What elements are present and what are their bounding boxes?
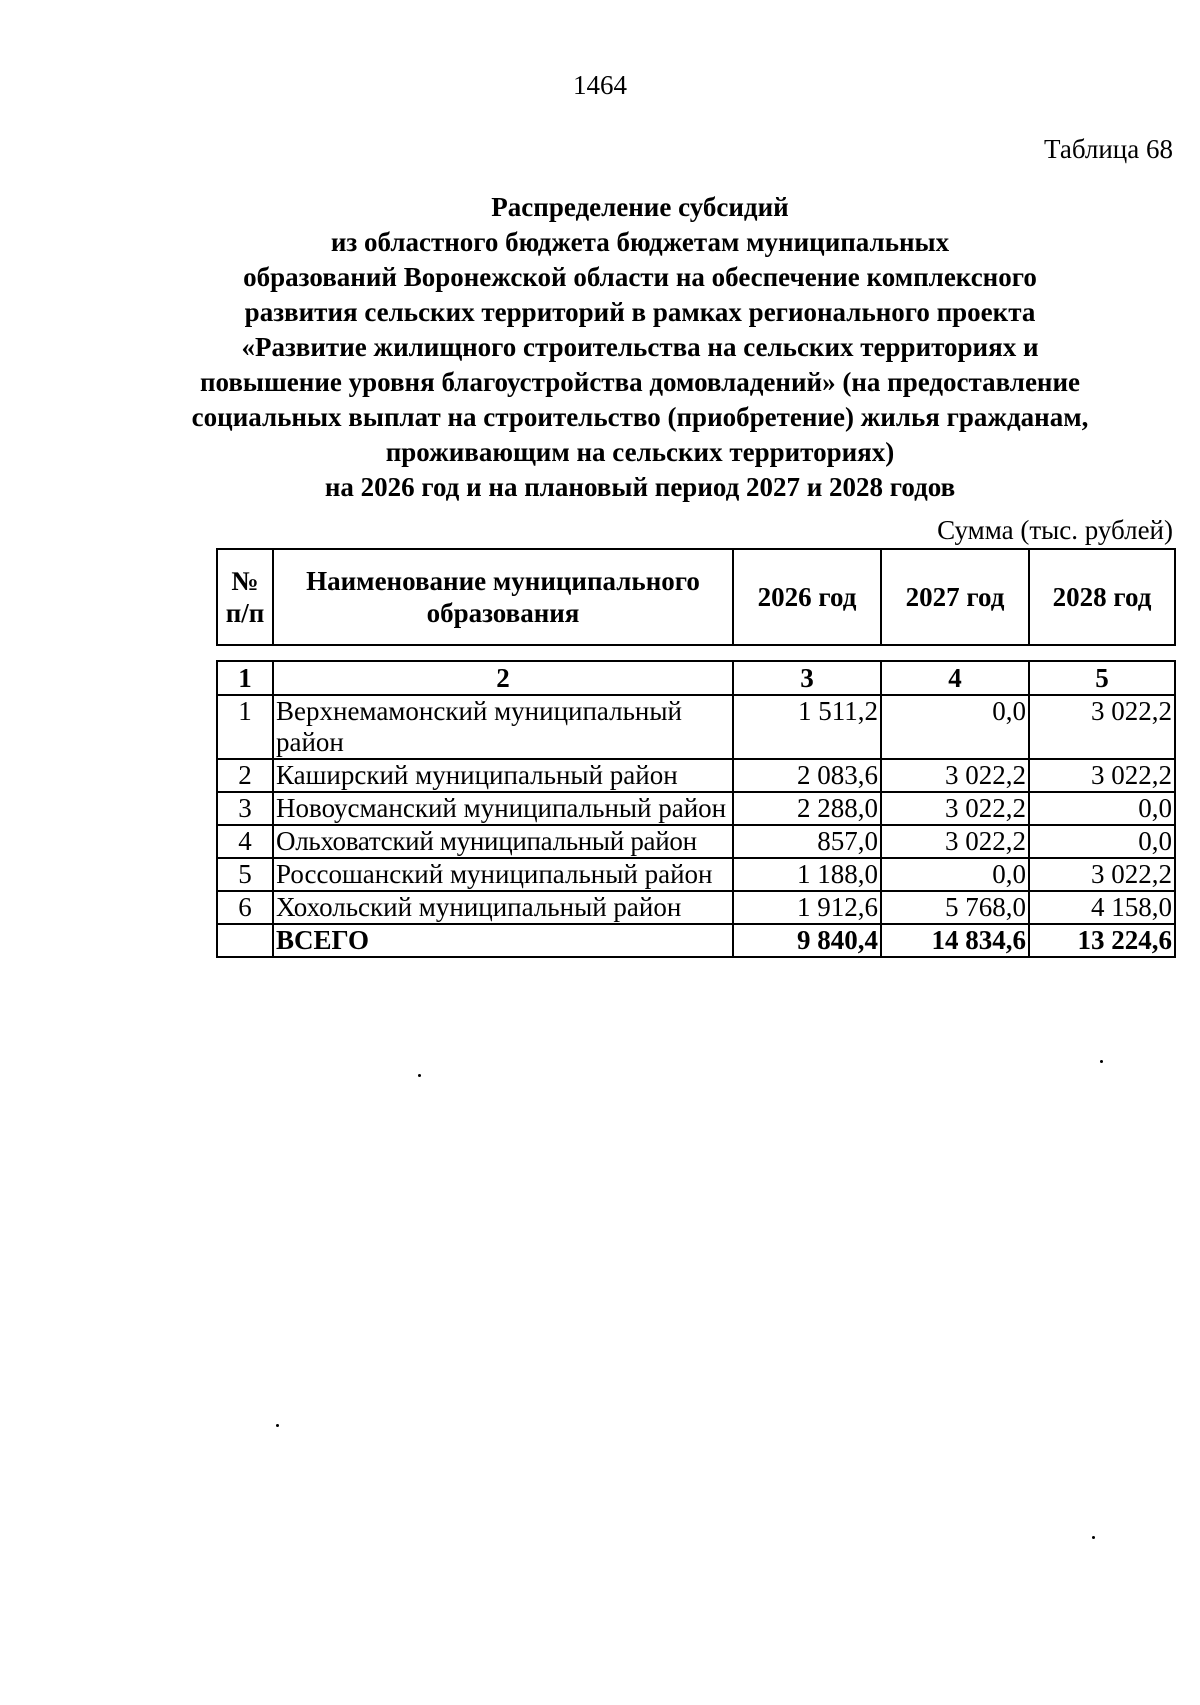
- row-number: 5: [217, 858, 273, 891]
- value-2026: 857,0: [733, 825, 881, 858]
- header-2026: 2026 год: [733, 549, 881, 645]
- table-row: [217, 891, 1175, 924]
- table-row: [217, 695, 1175, 759]
- value-2026: 1 511,2: [733, 695, 881, 759]
- speck: [1092, 1536, 1095, 1539]
- column-number: 5: [1029, 661, 1175, 695]
- value-2028: 3 022,2: [1029, 695, 1175, 759]
- municipality-name: Новоусманский муниципальный район: [273, 792, 733, 825]
- value-2027: 3 022,2: [881, 792, 1029, 825]
- row-number: 1: [217, 695, 273, 759]
- value-2027: 5 768,0: [881, 891, 1029, 924]
- value-2026: 2 083,6: [733, 759, 881, 792]
- column-numbers-row: [217, 661, 1175, 695]
- title-line: социальных выплат на строительство (приобретение) жилья гражданам,: [191, 402, 1089, 432]
- value-2026: 2 288,0: [733, 792, 881, 825]
- title-line: из областного бюджета бюджетам муниципальных: [330, 227, 950, 257]
- column-number: 3: [733, 661, 881, 695]
- row-number: 4: [217, 825, 273, 858]
- title-line: развития сельских территорий в рамках регионального проекта: [244, 297, 1036, 327]
- table-row: [217, 792, 1175, 825]
- table-row: [217, 825, 1175, 858]
- value-2026: 1 188,0: [733, 858, 881, 891]
- table-reference: Таблица 68: [1044, 134, 1173, 164]
- header-2028: 2028 год: [1029, 549, 1175, 645]
- value-2027: 3 022,2: [881, 759, 1029, 792]
- subsidy-table: [216, 660, 1176, 958]
- column-number: 2: [273, 661, 733, 695]
- value-2028: 0,0: [1029, 825, 1175, 858]
- municipality-name: Россошанский муниципальный район: [273, 858, 733, 891]
- title-line: Распределение субсидий: [491, 192, 789, 222]
- value-2027: 0,0: [881, 695, 1029, 759]
- value-2028: 3 022,2: [1029, 759, 1175, 792]
- table-row: [217, 858, 1175, 891]
- total-2026: 9 840,4: [733, 924, 881, 957]
- speck: [276, 1424, 279, 1427]
- row-number: 3: [217, 792, 273, 825]
- units-caption: Сумма (тыс. рублей): [937, 515, 1173, 545]
- value-2027: 0,0: [881, 858, 1029, 891]
- title-line: «Развитие жилищного строительства на сельских территориях и: [241, 332, 1039, 362]
- total-label: ВСЕГО: [273, 924, 733, 957]
- row-number: 6: [217, 891, 273, 924]
- document-title: [150, 190, 1130, 505]
- municipality-name: Ольховатский муниципальный район: [273, 825, 733, 858]
- value-2028: 0,0: [1029, 792, 1175, 825]
- value-2027: 3 022,2: [881, 825, 1029, 858]
- value-2028: 3 022,2: [1029, 858, 1175, 891]
- header-2027: 2027 год: [881, 549, 1029, 645]
- municipality-name: Каширский муниципальный район: [273, 759, 733, 792]
- total-row: [217, 924, 1175, 957]
- total-2027: 14 834,6: [881, 924, 1029, 957]
- row-number: 2: [217, 759, 273, 792]
- column-number: 1: [217, 661, 273, 695]
- title-line: проживающим на сельских территориях): [385, 437, 895, 467]
- municipality-name: Верхнемамонский муниципальный район: [273, 695, 733, 759]
- value-2028: 4 158,0: [1029, 891, 1175, 924]
- header-name: Наименование муниципального образования: [273, 549, 733, 645]
- total-number-cell: [217, 924, 273, 957]
- speck: [1100, 1060, 1103, 1063]
- value-2026: 1 912,6: [733, 891, 881, 924]
- page-number: 1464: [573, 70, 627, 100]
- column-number: 4: [881, 661, 1029, 695]
- total-2028: 13 224,6: [1029, 924, 1175, 957]
- title-line: повышение уровня благоустройства домовладений» (на предоставление: [199, 367, 1081, 397]
- header-number: № п/п: [217, 549, 273, 645]
- table-header: [216, 548, 1176, 646]
- speck: [418, 1074, 421, 1077]
- title-line: образований Воронежской области на обеспечение комплексного: [243, 262, 1037, 292]
- municipality-name: Хохольский муниципальный район: [273, 891, 733, 924]
- table-row: [217, 759, 1175, 792]
- title-line: на 2026 год и на плановый период 2027 и 2028 годов: [324, 472, 956, 502]
